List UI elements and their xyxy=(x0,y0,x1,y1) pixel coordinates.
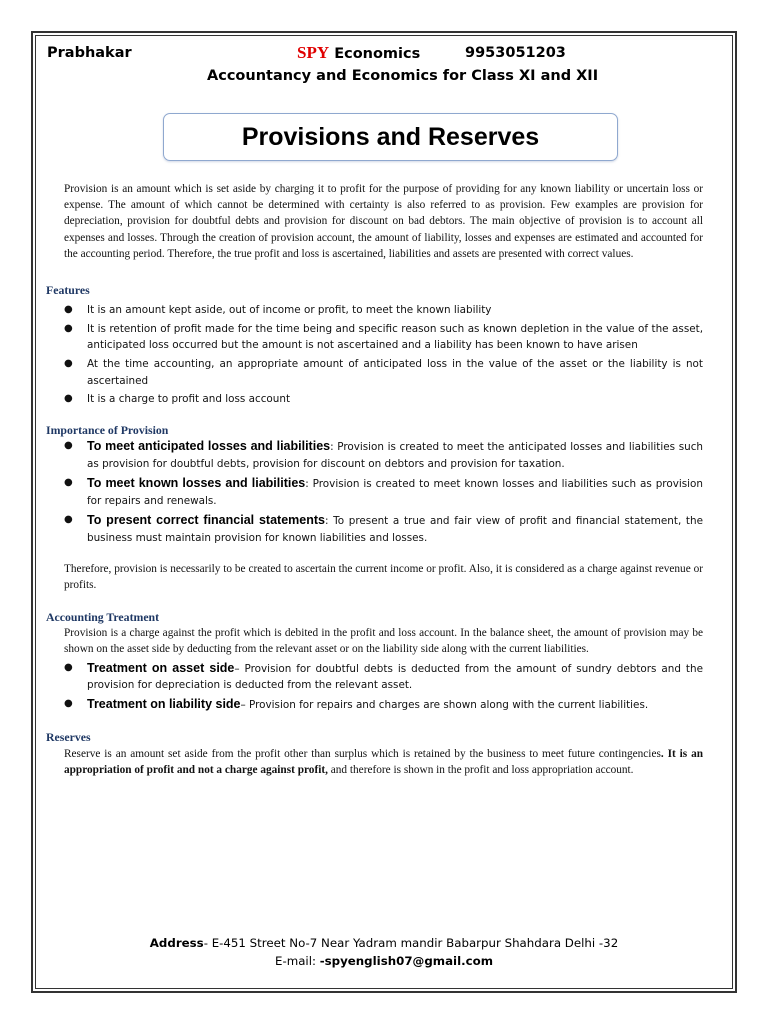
features-heading: Features xyxy=(46,283,90,298)
document-body xyxy=(46,181,704,778)
brand-name xyxy=(297,43,420,63)
features-list xyxy=(64,302,703,408)
title-box xyxy=(163,113,618,161)
list-item: ● It is retention of profit made for the time being and specific reason such as known depletion in the value of the asset, anticipated loss occurred but the amount is not ascertained and a liability has been known to have arisen xyxy=(64,322,703,352)
email-link[interactable]: -spyenglish07@gmail.com xyxy=(319,954,493,968)
list-item: ● To meet known losses and liabilities: Provision is created to meet known losses and liabilities such as provision for repairs and renewals. xyxy=(64,476,703,507)
bullet-icon: ● xyxy=(64,439,73,451)
bullet-icon: ● xyxy=(64,393,73,405)
importance-conclusion: Therefore, provision is necessarily to be created to ascertain the current income or profit. Also, it is considered as a charge against revenue or profits. xyxy=(64,562,703,591)
importance-heading: Importance of Provision xyxy=(46,422,169,437)
list-item: ● It is an amount kept aside, out of income or profit, to meet the known liability xyxy=(64,302,703,319)
list-item: ● To meet anticipated losses and liabilities: Provision is created to meet the anticipated losses and liabilities such as provision for doubtful debts, provision for discount on debtors and provision for taxation. xyxy=(64,438,703,470)
bullet-icon: ● xyxy=(64,322,73,334)
importance-list xyxy=(64,438,703,547)
list-item: ● At the time accounting, an appropriate amount of anticipated loss in the value of the asset or the liability is not ascertained xyxy=(64,358,703,387)
reserves-heading: Reserves xyxy=(46,730,91,745)
list-item: ● Treatment on liability side– Provision for repairs and charges are shown along with the current liabilities. xyxy=(64,696,649,711)
author-name: Prabhakar xyxy=(47,45,132,61)
footer-address: Address- E-451 Street No-7 Near Yadram mandir Babarpur Shahdara Delhi -32 xyxy=(149,936,619,950)
list-item: ● Treatment on asset side– Provision for doubtful debts is deducted from the amount of sundry debtors and the provision for depreciation is deducted from the relevant asset. xyxy=(64,660,703,692)
phone-number: 9953051203 xyxy=(465,45,566,61)
bullet-icon: ● xyxy=(64,697,73,709)
reserves-paragraph: Reserve is an amount set aside from the profit other than surplus which is retained by the business to meet future contingencies. It is an appropriation of profit and not a charge against profit, and therefore is shown in the profit and loss appropriation account. xyxy=(64,747,704,776)
intro-paragraph: Provision is an amount which is set aside by charging it to profit for the purpose of providing for any known liability or uncertain loss or expense. The amount of which cannot be determined with certainty is also referred to as provision. Few examples are provision for depreciation, provision for doubtful debts and provision for discount on bad debtors. The main objective of provision is to account all expenses and losses. Through the creation of provision account, the amount of liability, losses and expenses are estimated and accounted for the accounting period. Therefore, the true profit and loss is ascertained, liabilities and assets are presented with correct values. xyxy=(64,183,703,260)
brand-spy: SPY xyxy=(297,43,330,62)
accounting-heading: Accounting Treatment xyxy=(46,609,160,624)
bullet-icon: ● xyxy=(64,514,73,526)
brand-economics: Economics xyxy=(334,46,421,62)
accounting-list xyxy=(64,660,703,714)
bullet-icon: ● xyxy=(64,477,73,489)
page-title: Provisions and Reserves xyxy=(241,122,540,151)
footer-email: E-mail: -spyenglish07@gmail.com xyxy=(275,954,493,968)
list-item: ● It is a charge to profit and loss account xyxy=(64,391,703,408)
accounting-paragraph: Provision is a charge against the profit which is debited in the profit and loss account. In the balance sheet, the amount of provision may be shown on the asset side by deducting from the relevant asset or on the liability side along with the current liabilities. xyxy=(64,627,703,656)
header-subtitle: Accountancy and Economics for Class XI and XII xyxy=(207,68,599,84)
bullet-icon: ● xyxy=(64,304,73,316)
bullet-icon: ● xyxy=(64,358,73,369)
list-item: ● To present correct financial statements: To present a true and fair view of profit and financial statement, the business must maintain provision for known liabilities and losses. xyxy=(64,513,703,544)
bullet-icon: ● xyxy=(64,661,73,673)
